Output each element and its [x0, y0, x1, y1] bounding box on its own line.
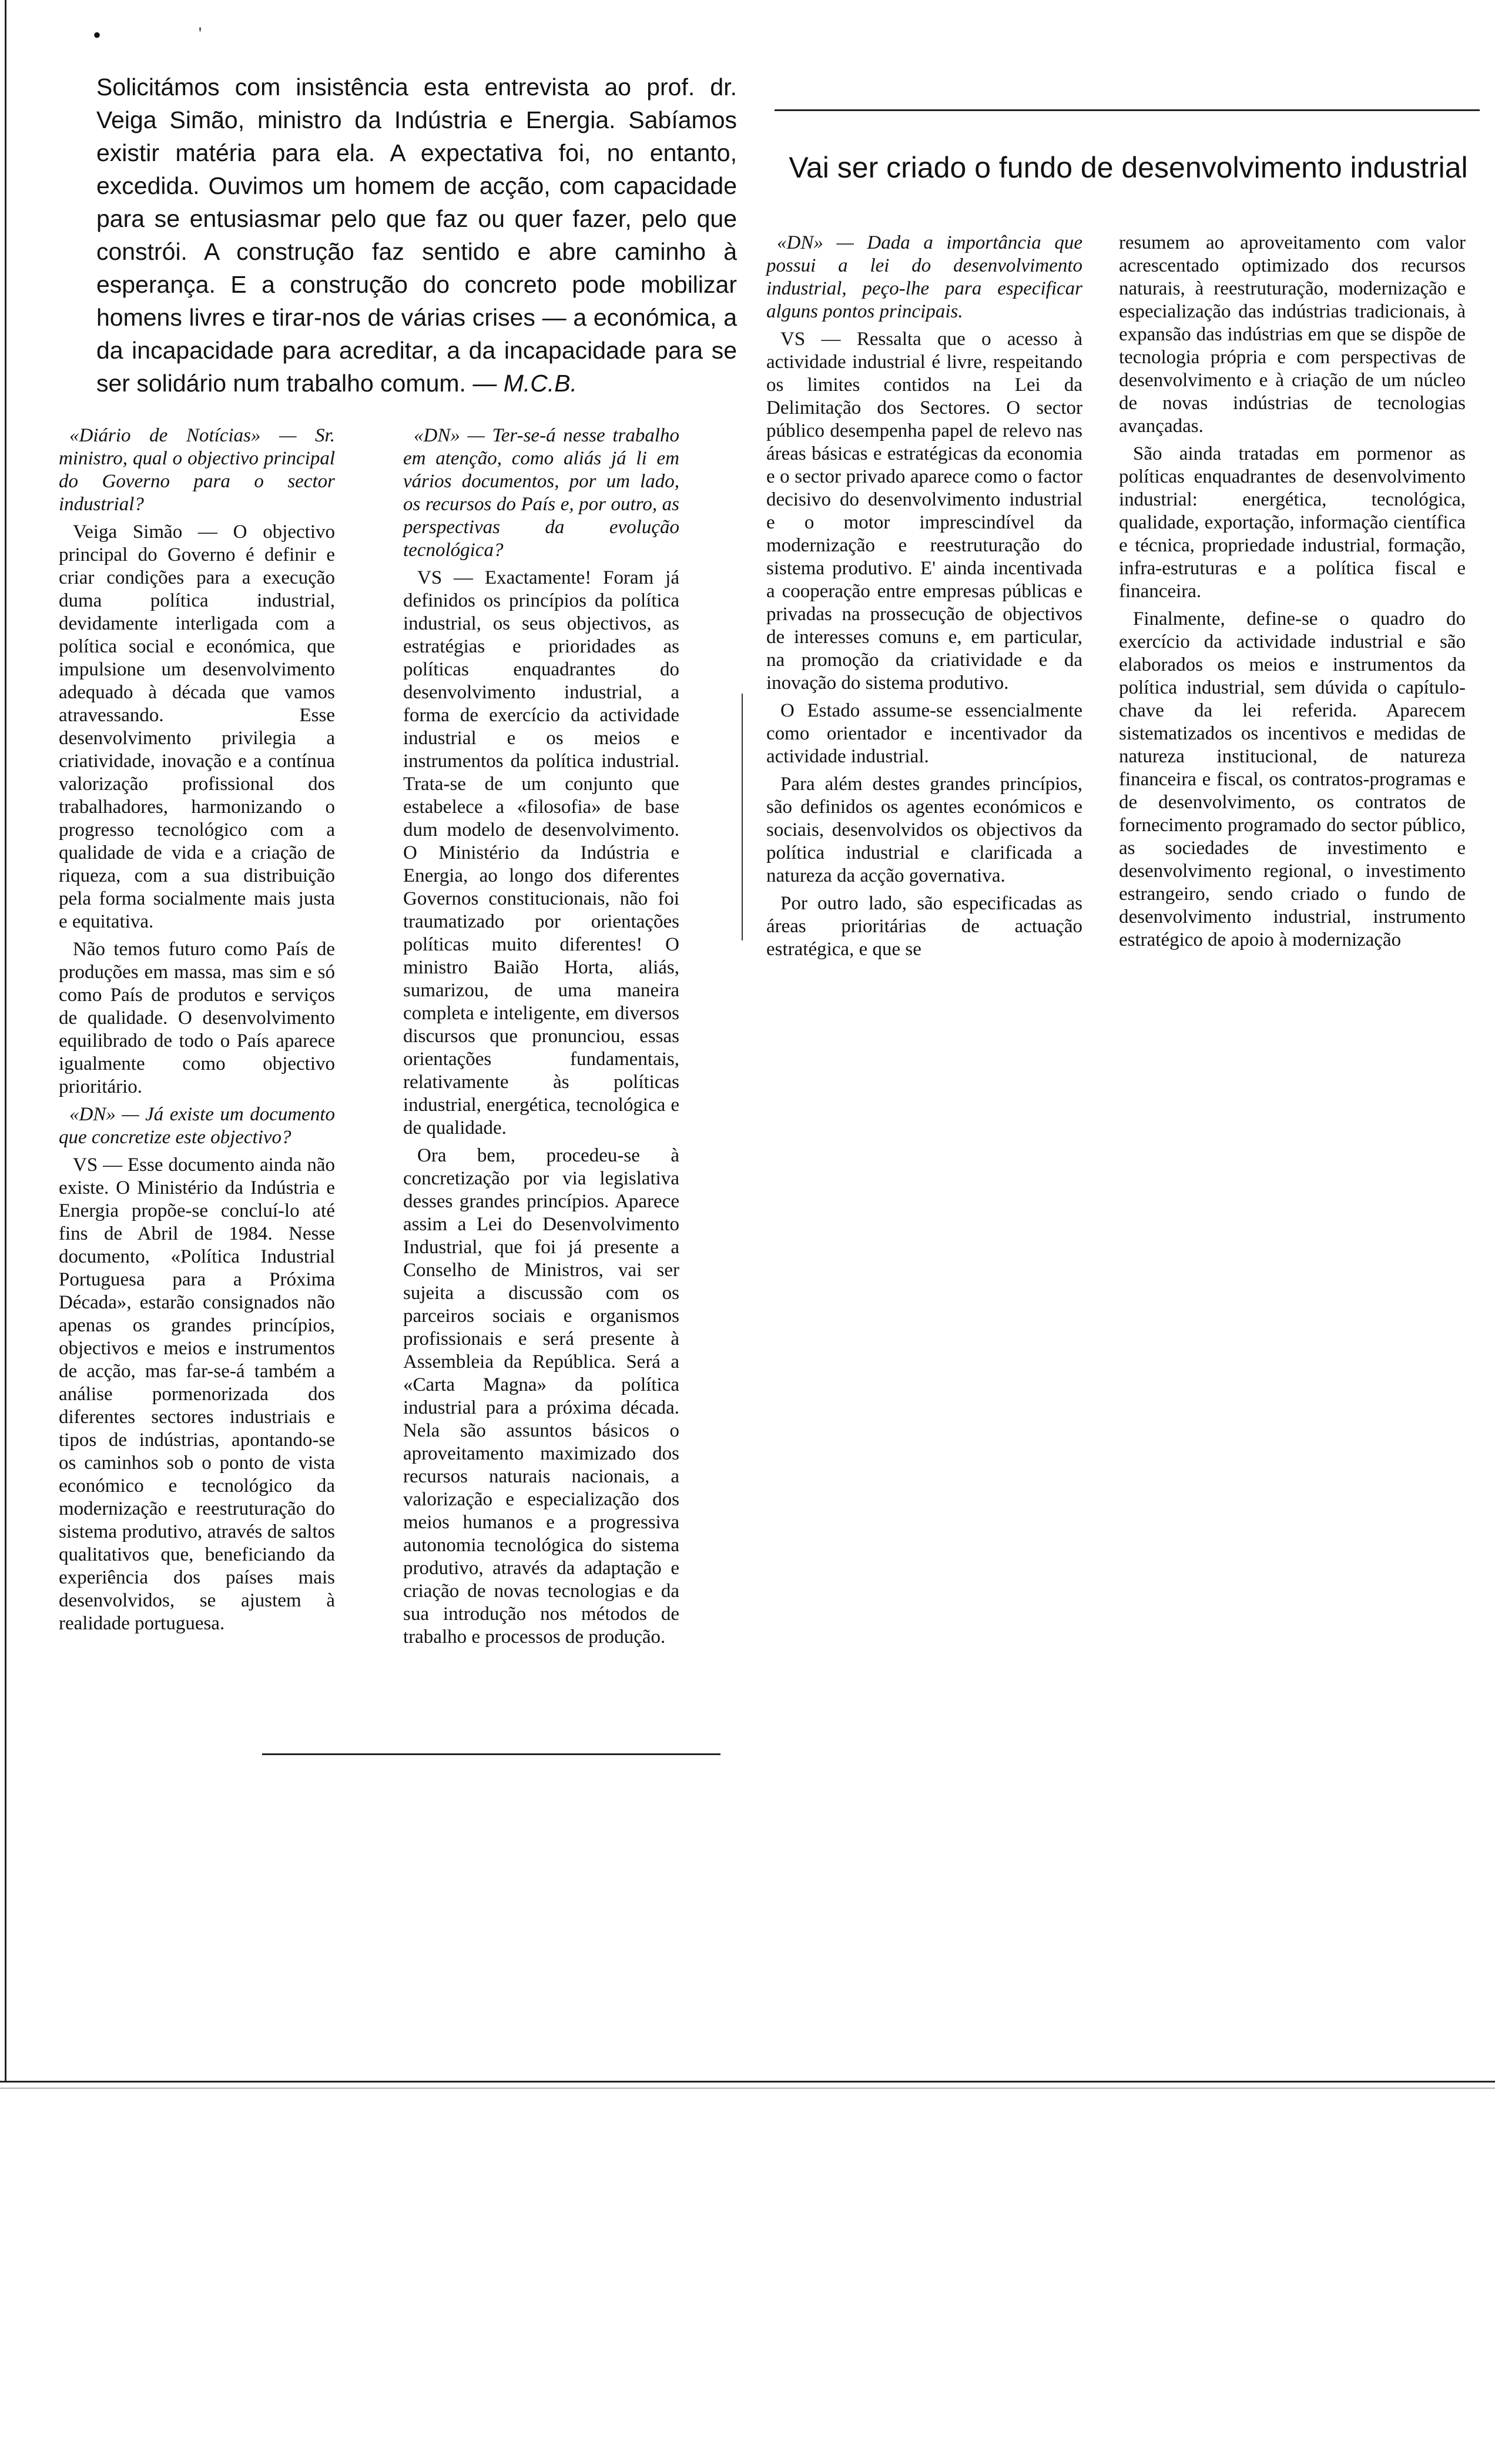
headline: Vai ser criado o fundo de desenvolvimento industrial	[789, 151, 1468, 184]
interview-paragraph: São ainda tratadas em pormenor as políticas enquadrantes de desenvolvimento industrial: energética, tecnológica, qualidade, exportação, informação científica e técnica, propriedade industrial, formação, infra-estruturas e a política fiscal e financeira.	[1119, 443, 1466, 602]
article-column-4	[1119, 232, 1466, 956]
column-divider	[742, 694, 743, 940]
article-column-1	[59, 424, 335, 1640]
interview-question: «DN» — Ter-se-á nesse trabalho em atenção, como aliás já li em vários documentos, por um lado, os recursos do País e, por outro, as perspectivas da evolução tecnológica?	[403, 425, 679, 561]
print-mark: •	[93, 22, 102, 48]
print-mark: '	[199, 25, 202, 43]
interview-paragraph: Não temos futuro como País de produções em massa, mas sim e só como País de produtos e serviços de qualidade. O desenvolvimento equilibrado de todo o País aparece igualmente como objectivo prioritário.	[59, 939, 335, 1097]
article-column-3	[766, 232, 1082, 966]
intro-text: Solicitámos com insistência esta entrevista ao prof. dr. Veiga Simão, ministro da Indústria e Energia. Sabíamos existir matéria para ela. A expectativa foi, no entanto, excedida. Ouvimos um homem de acção, com capacidade para se entusiasmar pelo que faz ou quer fazer, pelo que constrói. A construção faz sentido e abre caminho à esperança. E a construção do concreto pode mobilizar homens livres e tirar-nos de várias crises — a económica, a da incapacidade para acreditar, a da incapacidade para se ser solidário num trabalho comum.	[96, 73, 737, 397]
interview-paragraph: Ora bem, procedeu-se à concretização por via legislativa desses grandes princípios. Aparece assim a Lei do Desenvolvimento Industrial, que foi já presente a Conselho de Ministros, vai ser sujeita a discussão com os parceiros sociais e organismos profissionais e será presente à Assembleia da República. Será a «Carta Magna» da política industrial para a próxima década. Nela são assuntos básicos o aproveitamento maximizado dos recursos naturais nacionais, a valorização e especialização dos meios humanos e a progressiva autonomia tecnológica do sistema produtivo, através da adaptação e criação de novas tecnologias e da sua introdução nos métodos de trabalho e processos de produção.	[403, 1145, 679, 1648]
interview-paragraph: VS — Exactamente! Foram já definidos os princípios da política industrial, os seus objectivos, as estratégias e prioridades as políticas enquadrantes do desenvolvimento industrial, a forma de exercício da actividade industrial e os meios e instrumentos da política industrial. Trata-se de um conjunto que estabelece a «filosofia» de base dum modelo de desenvolvimento. O Ministério da Indústria e Energia, ao longo dos diferentes Governos constitucionais, não foi traumatizado por orientações políticas muito diferentes! O ministro Baião Horta, aliás, sumarizou, de uma maneira completa e inteligente, em diversos discursos que pronunciou, essas orientações fundamentais, relativamente às políticas industrial, energética, tecnológica e de qualidade.	[403, 567, 679, 1139]
page-edge-line	[5, 0, 6, 2081]
interview-paragraph: VS — Ressalta que o acesso à actividade industrial é livre, respeitando os limites contidos na Lei da Delimitação dos Sectores. O sector público desempenha papel de relevo nas áreas básicas e estratégicas da economia e o sector privado aparece como o factor decisivo do desenvolvimento industrial e o motor imprescindível da modernização e reestruturação do sistema produtivo. E' ainda incentivada a cooperação entre empresas públicas e privadas na prossecução de objectivos de interesses comuns e, em particular, na promoção da criatividade e da inovação do sistema produtivo.	[766, 329, 1082, 694]
interview-question: «DN» — Dada a importância que possui a lei do desenvolvimento industrial, peço-lhe para especificar alguns pontos principais.	[766, 232, 1082, 322]
interview-paragraph: resumem ao aproveitamento com valor acrescentado optimizado dos recursos naturais, à reestruturação, modernização e especialização das indústrias tradicionais, à expansão das indústrias em que se dispõe de tecnologia própria e com perspectivas de desenvolvimento e à criação de um núcleo de novas indústrias de tecnologias avançadas.	[1119, 232, 1466, 437]
article-end-rule	[262, 1753, 720, 1755]
page-bottom-rule	[0, 2081, 1495, 2083]
interview-paragraph: Por outro lado, são especificadas as áreas prioritárias de actuação estratégica, e que se	[766, 893, 1082, 960]
intro-signature: — M.C.B.	[472, 370, 578, 397]
headline-rule	[775, 109, 1480, 111]
interview-paragraph: Para além destes grandes princípios, são definidos os agentes económicos e sociais, desenvolvidos os objectivos da política industrial e clarificada a natureza da acção governativa.	[766, 774, 1082, 886]
interview-paragraph: Veiga Simão — O objectivo principal do Governo é definir e criar condições para a execução duma política industrial, devidamente interligada com a política social e económica, que impulsione um desenvolvimento adequado à década que vamos atravessando. Esse desenvolvimento privilegia a criatividade, inovação e a contínua valorização profissional dos trabalhadores, harmonizando o progresso tecnológico com a qualidade de vida e a criação de riqueza, com a sua distribuição pela forma socialmente mais justa e equitativa.	[59, 521, 335, 932]
interview-question: «DN» — Já existe um documento que concretize este objectivo?	[59, 1104, 335, 1148]
intro-paragraph	[96, 71, 737, 400]
interview-paragraph: VS — Esse documento ainda não existe. O Ministério da Indústria e Energia propõe-se concluí-lo até fins de Abril de 1984. Nesse documento, «Política Industrial Portuguesa para a Próxima Década», estarão consignados não apenas os grandes princípios, objectivos e meios e instrumentos de acção, mas far-se-á também a análise pormenorizada dos diferentes sectores industriais e tipos de indústrias, apontando-se os caminhos sob o ponto de vista económico e tecnológico da modernização e reestruturação do sistema produtivo, através de saltos qualitativos que, beneficiando da experiência dos países mais desenvolvidos, se ajustem à realidade portuguesa.	[59, 1154, 335, 1634]
interview-paragraph: O Estado assume-se essencialmente como orientador e incentivador da actividade industrial.	[766, 700, 1082, 767]
interview-paragraph: Finalmente, define-se o quadro do exercício da actividade industrial e são elaborados os meios e instrumentos da política industrial, sem dúvida o capítulo-chave da lei referida. Aparecem sistematizados os incentivos e medidas de natureza institucional, de natureza financeira e fiscal, os contratos-programas e de desenvolvimento, os contratos de fornecimento programado do sector público, as sociedades de investimento e desenvolvimento regional, o investimento estrangeiro, sendo criado o fundo de desenvolvimento industrial, instrumento estratégico de apoio à modernização	[1119, 608, 1466, 950]
interview-question: «Diário de Notícias» — Sr. ministro, qual o objectivo principal do Governo para o sector industrial?	[59, 425, 335, 515]
article-column-2	[403, 424, 679, 1653]
